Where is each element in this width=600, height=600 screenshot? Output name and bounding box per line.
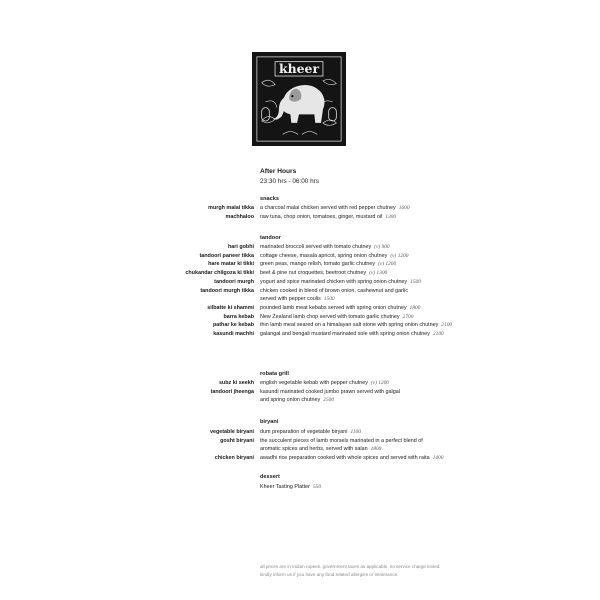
menu-item-price: 550 xyxy=(312,484,322,490)
menu-item-price: 1800 xyxy=(370,446,382,453)
menu-item-name: tandoori paneer tikka xyxy=(199,252,254,259)
menu-item-name: tandoori jheenga xyxy=(210,388,254,395)
description-text: thin lamb meat seared on a himalayan salt stone with spring onion chutney xyxy=(260,322,439,329)
description-text: english vegetable kebab with pepper chutney xyxy=(260,380,368,386)
description-text: Kheer Tasting Platter xyxy=(260,484,310,490)
menu-item-name: machhaloo xyxy=(225,213,254,220)
menu-item-continuation xyxy=(0,446,600,454)
menu-item-description xyxy=(260,455,443,461)
description-text: aromatic spices and herbs, served with salan xyxy=(260,446,368,453)
description-text: pounded lamb meat kebabs served with spring onion chutney xyxy=(260,304,407,311)
menu-item-name: hare matar ki tikki xyxy=(208,261,254,268)
menu-item xyxy=(0,389,600,397)
logo-wordmark: kheer xyxy=(278,61,320,77)
menu-item xyxy=(0,279,600,287)
menu-item-description xyxy=(260,314,413,320)
menu-item-description xyxy=(260,331,444,337)
section-title-biryani: biryani xyxy=(260,419,279,425)
menu-item-name: tandoori murgh xyxy=(214,278,254,285)
menu-item-description xyxy=(260,279,421,285)
description-text: the succulent pieces of lamb morsels marinated in a perfect blend of xyxy=(260,437,423,444)
menu-item-price: 2500 xyxy=(323,397,335,404)
menu-item xyxy=(0,253,600,261)
section-title-tandoor: tandoor xyxy=(260,235,281,241)
menu-item-description xyxy=(260,244,390,250)
menu-item-name: murgh malai tikka xyxy=(208,205,254,211)
description-text: and spring onion chutney xyxy=(260,397,321,404)
menu-item-price: 1600 xyxy=(398,205,410,211)
section-title-robata: robata grill xyxy=(260,371,289,377)
description-text: beet & pine nut croquettes, beetroot chutney xyxy=(260,270,367,277)
menu-item xyxy=(0,314,600,322)
description-text: served with pepper coulis xyxy=(260,296,321,303)
menu-item-description xyxy=(260,214,396,220)
description-text: green peas, mango relish, tomato garlic chutney xyxy=(260,261,376,268)
menu-item-price: (v) 1200 xyxy=(378,261,397,268)
menu-item-description xyxy=(260,438,423,444)
menu-item-price: 2100 xyxy=(432,331,444,337)
menu-item-name: silbatte ki shammi xyxy=(207,304,254,311)
menu-item-description xyxy=(260,270,387,276)
menu-item-continuation xyxy=(0,397,600,405)
menu-item-description xyxy=(260,253,408,259)
menu-item-price: 1800 xyxy=(409,304,421,311)
description-text: galangal and bengali mustard marinated sole with spring onion chutney xyxy=(260,331,430,337)
description-text: yogurt and spice marinated chicken with spring onion chutney xyxy=(260,278,408,285)
menu-item-name: hari gobhi xyxy=(227,244,254,250)
description-text: dum preparation of vegetable biryani xyxy=(260,429,348,435)
menu-item-price: (v) 1200 xyxy=(370,380,390,386)
menu-item xyxy=(0,484,600,492)
menu-item-name: kasundi machhi xyxy=(213,331,254,337)
menu-item xyxy=(0,331,600,339)
menu-item-description xyxy=(260,389,400,395)
menu-item-name: vegetable biryani xyxy=(209,429,254,435)
description-text: awadhi rice preparation cooked with whole spices and served with raita xyxy=(260,455,430,462)
menu-item-description xyxy=(260,380,389,386)
footnote-line-1: all prices are in Indian rupees. government taxes as applicable. no service charge levied. xyxy=(260,564,441,569)
menu-item xyxy=(0,205,600,213)
menu-item-name: subz ki seekh xyxy=(218,380,254,386)
menu-item-description-cont xyxy=(260,446,381,452)
menu-item xyxy=(0,244,600,252)
menu-item xyxy=(0,288,600,296)
description-text: New Zealand lamb chop served with tomato garlic chutney xyxy=(260,313,400,320)
menu-item-continuation xyxy=(0,296,600,304)
menu-item-price: 1100 xyxy=(350,429,361,435)
menu-item-price: (v) 1200 xyxy=(390,252,409,259)
menu-item xyxy=(0,305,600,313)
menu-item-description xyxy=(260,205,410,211)
menu-item-description xyxy=(260,305,420,311)
menu-item-price: 2100 xyxy=(441,322,453,329)
menu-item-name: barra kebab xyxy=(223,313,254,320)
menu-item-price: 1400 xyxy=(432,455,444,462)
description-text: raw tuna, chop onion, tomatoes, ginger, mustard oil xyxy=(260,213,383,220)
description-text: a charcoal malai chicken served with red pepper chutney xyxy=(260,205,396,211)
footnote-line-2: kindly inform us if you have any food related allergies or intolerance. xyxy=(260,572,399,577)
menu-item xyxy=(0,214,600,222)
menu-item-price: (v) 900 xyxy=(374,244,390,250)
description-text: cottage cheese, masala apricot, spring onion chutney xyxy=(260,252,388,259)
menu-item-price: 2700 xyxy=(402,313,414,320)
menu-item-description xyxy=(260,288,408,294)
menu-item-name: gosht biryani xyxy=(220,437,254,444)
menu-item-price: 1500 xyxy=(410,278,421,285)
menu-item-name: tandoori murgh tikka xyxy=(200,287,254,294)
menu-item xyxy=(0,270,600,278)
menu-item-description xyxy=(260,322,452,328)
menu-item xyxy=(0,455,600,463)
menu-item xyxy=(0,438,600,446)
menu-item-price: 1500 xyxy=(323,296,335,303)
menu-title: After Hours xyxy=(260,168,297,175)
menu-item-description xyxy=(260,484,321,490)
menu-item xyxy=(0,380,600,388)
menu-item-price: 1300 xyxy=(385,213,397,220)
description-text: kasundi marinated cooked jumbo prawn served with galgal xyxy=(260,388,400,395)
menu-item-description-cont xyxy=(260,397,334,403)
description-text: chicken cooked in blend of brown onion, cashewnut and garlic xyxy=(260,287,409,294)
section-title-snacks: snacks xyxy=(260,196,279,202)
menu-item xyxy=(0,261,600,269)
menu-item xyxy=(0,322,600,330)
menu-item-name: chicken biryani xyxy=(214,455,254,462)
menu-item-description xyxy=(260,261,396,267)
menu-item-description-cont xyxy=(260,296,335,302)
menu-item-description xyxy=(260,429,361,435)
menu-item-price: (v) 1300 xyxy=(369,270,388,277)
section-title-dessert: dessert xyxy=(260,474,280,480)
menu-item-name: pathar ke kebab xyxy=(212,322,254,329)
menu-item xyxy=(0,429,600,437)
service-hours: 23:30 hrs - 06:00 hrs xyxy=(260,178,319,185)
description-text: marinated broccoli served with tomato chutney xyxy=(260,244,372,250)
menu-item-name: chukandar chilgoza ki tikki xyxy=(185,270,254,277)
